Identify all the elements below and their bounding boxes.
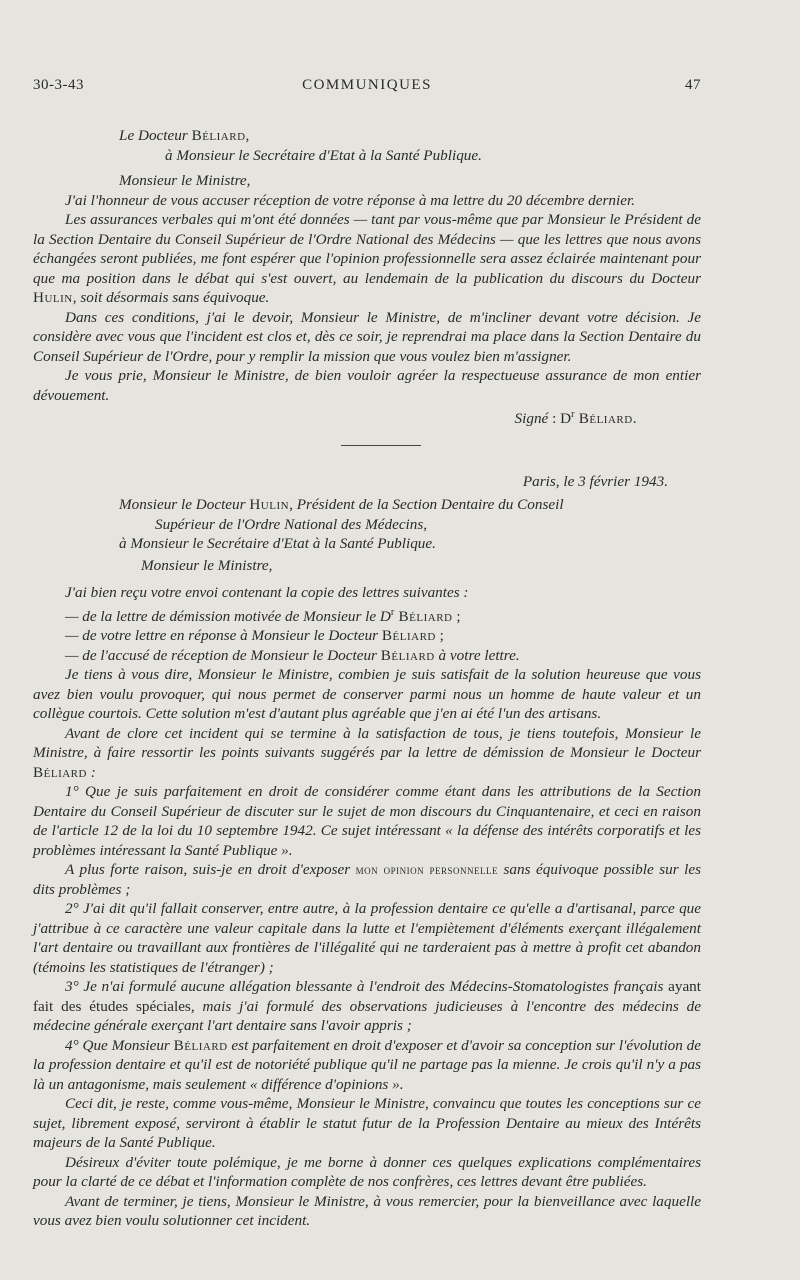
letter2-point-3: 3° Je n'ai formulé aucune allégation blessante à l'endroit des Médecins-Stomatologistes français ayant fait des études spéciales, mais j'ai formulé des observations judicieuses à l'encontre des médecins de médecine générale exerçant l'art dentaire sans l'avoir appris ; xyxy=(33,978,701,1035)
letter1-signature: Signé : $D^r$ Béliard. xyxy=(514,409,637,428)
letter2-dateline: Paris, le 3 février 1943. xyxy=(522,472,668,490)
sender-name: Béliard xyxy=(191,127,246,144)
letter2-salutation: Monsieur le Ministre, xyxy=(141,556,273,574)
page-body xyxy=(33,126,701,1231)
letter2-paragraph: Je tiens à vous dire, Monsieur le Ministre, combien je suis satisfait de la solution heureuse que vous avez bien voulu provoquer, qui nous permet de conserver parmi nous un homme de haute valeur et un collègue courtois. Cette solution m'est d'autant plus agréable que j'en ai été l'un des artisans. xyxy=(33,666,701,723)
letter1-recipient: à Monsieur le Secrétaire d'Etat à la Santé Publique. xyxy=(165,146,482,164)
letter1-paragraph: J'ai l'honneur de vous accuser réception de votre réponse à ma lettre du 20 décembre dernier. xyxy=(65,191,635,209)
letter2-sender-cont: Supérieur de l'Ordre National des Médecins, xyxy=(155,515,428,533)
letter2-paragraph: Ceci dit, je reste, comme vous-même, Monsieur le Ministre, convaincu que toutes les conceptions sur ce sujet, librement exposé, serviront à établir le statut futur de la Profession Dentaire au mieux des Intérêts majeurs de la Santé Publique. xyxy=(33,1095,701,1152)
letter2-paragraph: Avant de clore cet incident qui se termine à la satisfaction de tous, je tiens toutefois, Monsieur le Ministre, à faire ressortir les points suivants suggérés par la lettre de démission de Monsieur le Docteur Béliard : xyxy=(33,724,701,781)
page-number: 47 xyxy=(685,77,701,93)
letter2-recipient: à Monsieur le Secrétaire d'Etat à la Santé Publique. xyxy=(119,535,436,552)
letter2-point-1: 1° Que je suis parfaitement en droit de considérer comme étant dans les attributions de la Section Dentaire du Conseil Supérieur de discuter sur le sujet de mon discours du Cinquantenaire, et ceci en raison de l'article 12 de la loi du 10 septembre 1942. Ce sujet intéressant « la défense des intérêts corporatifs et les problèmes intéressant la Santé Publique ». xyxy=(33,783,701,859)
letter1-salutation: Monsieur le Ministre, xyxy=(119,172,251,189)
letter2-paragraph: Désireux d'éviter toute polémique, je me borne à donner ces quelques explications complémentaires pour la clarté de ce débat et l'information complète de nos confrères, ces lettres devant être publiées. xyxy=(33,1153,701,1191)
letter2-intro: J'ai bien reçu votre envoi contenant la copie des lettres suivantes : xyxy=(65,584,469,601)
header-title: COMMUNIQUES xyxy=(302,77,432,93)
letter2-paragraph: A plus forte raison, suis-je en droit d'exposer mon opinion personnelle sans équivoque possible sur les dits problèmes ; xyxy=(33,861,701,898)
letter2-sender: Monsieur le Docteur Hulin, Président de la Section Dentaire du Conseil xyxy=(119,496,564,513)
list-item: — de l'accusé de réception de Monsieur le Docteur Béliard à votre lettre. xyxy=(65,646,520,664)
section-divider xyxy=(341,445,421,446)
letter1-paragraph: Je vous prie, Monsieur le Ministre, de bien vouloir agréer la respectueuse assurance de mon entier dévouement. xyxy=(33,367,701,404)
list-item: — de la lettre de démission motivée de Monsieur le $D^r$ Béliard ; xyxy=(65,606,461,625)
list-item: — de votre lettre en réponse à Monsieur le Docteur Béliard ; xyxy=(65,627,444,645)
letter2-point-4: 4° Que Monsieur Béliard est parfaitement en droit d'exposer et d'avoir sa conception sur l'évolution de la profession dentaire et qu'il est de notoriété publique qu'il ne partage pas la mienne. Je crois qu'il n'y a pas là un antagonisme, mais seulement « différence d'opinions ». xyxy=(33,1036,702,1093)
letter2-paragraph: Avant de terminer, je tiens, Monsieur le Ministre, à vous remercier, pour la bienveillance avec laquelle vous avez bien voulu solutionner cet incident. xyxy=(33,1192,701,1230)
running-header xyxy=(33,77,701,99)
header-date: 30-3-43 xyxy=(33,77,84,93)
letter2-point-2: 2° J'ai dit qu'il fallait conserver, entre autre, à la profession dentaire ce qu'elle a d'artisanal, parce que j'attribue à ce caractère une valeur capitale dans la lutte et l'empiètement d'éléments exerçant illégalement l'art dentaire ou travaillant aux frontières de l'illégalité qui ne tarderaient pas à mettre à profit cet abandon (témoins les statistiques de l'étranger) ; xyxy=(33,900,701,976)
letter1-sender: Le Docteur Béliard, xyxy=(119,127,250,144)
letter1-paragraph: Les assurances verbales qui m'ont été données — tant par vous-même que par Monsieur le Président de la Section Dentaire du Conseil Supérieur de l'Ordre National des Médecins — que les lettres que nous avons échangées seront publiées, me font espérer que l'opinion professionnelle sera assez éclairée maintenant pour que ma position dans le débat qui s'est ouvert, au lendemain de la publication du discours du Docteur Hulin, soit désormais sans équivoque. xyxy=(33,211,701,306)
letter1-paragraph: Dans ces conditions, j'ai le devoir, Monsieur le Ministre, de m'incliner devant votre décision. Je considère avec vous que l'incident est clos et, dès ce soir, je reprendrai ma place dans la Section Dentaire du Conseil Supérieur de l'Ordre, pour y remplir la mission que vous voulez bien m'assigner. xyxy=(33,308,701,365)
